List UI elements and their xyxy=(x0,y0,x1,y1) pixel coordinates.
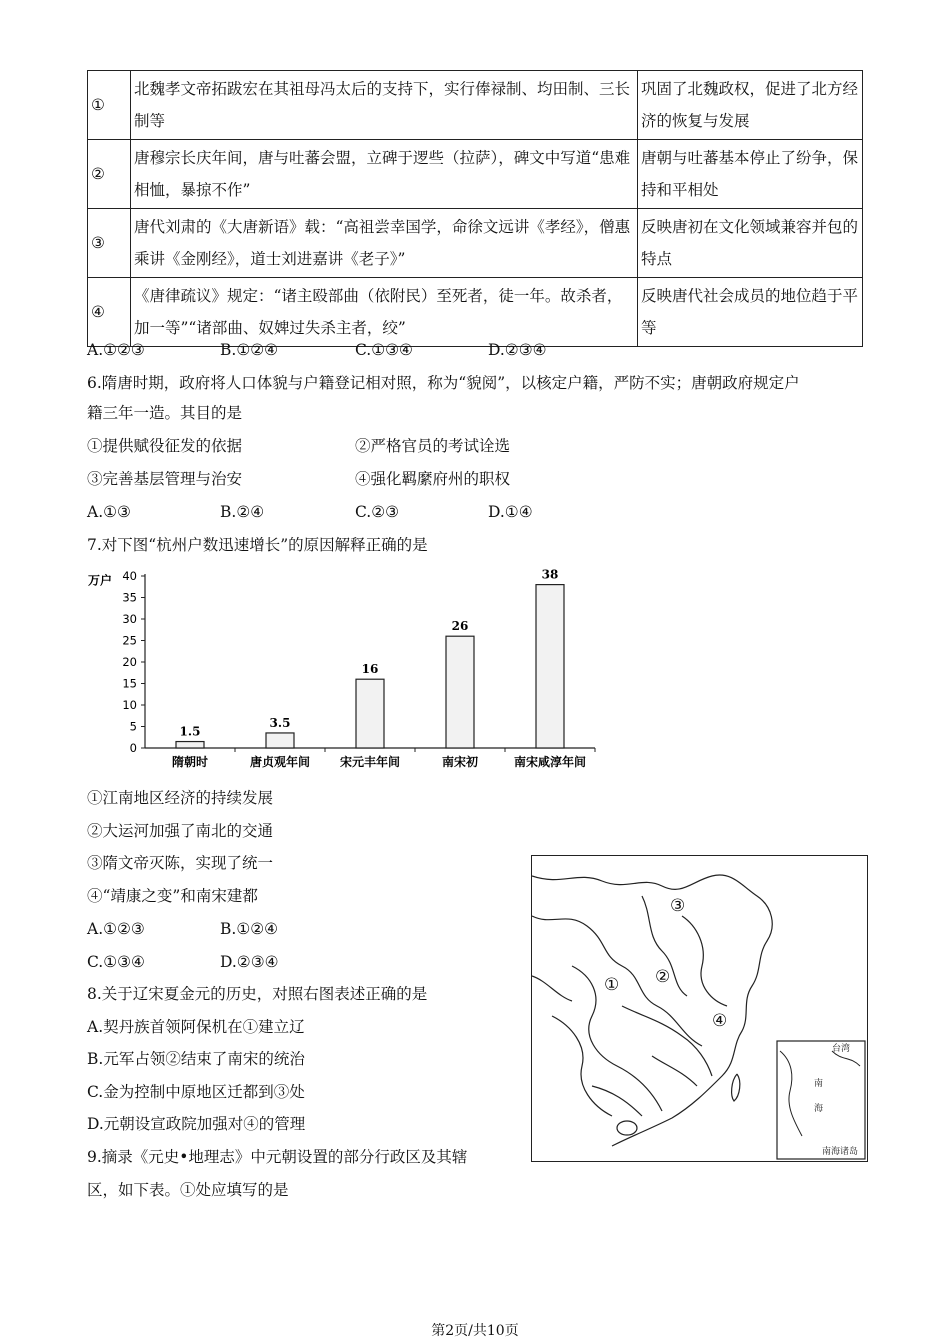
q7-item-3: ③隋文帝灭陈，实现了统一 xyxy=(87,854,274,872)
inset-label-taiwan: 台湾 xyxy=(831,1044,850,1054)
q7-option-c: C.①③④ xyxy=(87,953,145,971)
inset-label-nan: 南 xyxy=(814,1079,824,1089)
y-tick-label: 20 xyxy=(122,655,137,669)
row-evaluation: 反映唐初在文化领域兼容并包的特点 xyxy=(638,209,863,278)
x-tick-label: 隋朝时 xyxy=(171,755,209,769)
row-content: 唐代刘肃的《大唐新语》载：“高祖尝幸国学，命徐文远讲《孝经》，僧惠乘讲《金刚经》，道士刘进嘉讲《老子》” xyxy=(131,209,638,278)
x-tick-label: 南宋初 xyxy=(441,755,479,769)
south-sea-inset xyxy=(777,1041,865,1159)
bar-value-label: 1.5 xyxy=(179,724,201,739)
y-tick-label: 35 xyxy=(122,590,137,605)
inset-label-islands: 南海诸岛 xyxy=(822,1147,859,1157)
q6-option-b: B.②④ xyxy=(220,503,265,521)
q5-option-b: B.①②④ xyxy=(220,341,279,359)
x-tick-label: 唐贞观年间 xyxy=(249,755,311,769)
row-number: ① xyxy=(88,71,131,140)
map-marker-1: ① xyxy=(604,975,620,995)
row-number: ③ xyxy=(88,209,131,278)
row-number: ④ xyxy=(88,278,131,347)
bar-value-label: 3.5 xyxy=(269,715,291,730)
q5-option-a: A.①②③ xyxy=(87,341,145,359)
q6-option-c: C.②③ xyxy=(355,503,400,521)
q7-option-a: A.①②③ xyxy=(87,920,145,938)
q8-option-a: A.契丹族首领阿保机在①建立辽 xyxy=(87,1018,305,1036)
row-evaluation: 唐朝与吐蕃基本停止了纷争，保持和平相处 xyxy=(638,140,863,209)
q6-item-2: ②严格官员的考试诠选 xyxy=(355,437,511,455)
row-content: 唐穆宗长庆年间，唐与吐蕃会盟，立碑于逻些（拉萨），碑文中写道“患难相恤，暴掠不作” xyxy=(131,140,638,209)
x-tick-label: 宋元丰年间 xyxy=(339,755,401,769)
q5-option-c: C.①③④ xyxy=(355,341,413,359)
q5-option-d: D.②③④ xyxy=(488,341,547,359)
q9-stem-1: 9.摘录《元史•地理志》中元朝设置的部分行政区及其辖 xyxy=(87,1148,468,1166)
china-map xyxy=(531,855,868,1162)
page-footer: 第2页/共10页 xyxy=(431,1323,519,1339)
households-bar-chart xyxy=(80,565,610,780)
row-content: 《唐律疏议》规定：“诸主殴部曲（依附民）至死者，徒一年。故杀者，加一等”“诸部曲、奴婢过失杀主者，绞” xyxy=(131,278,638,347)
y-tick-label: 10 xyxy=(122,698,137,712)
bar-value-label: 26 xyxy=(451,619,469,634)
q8-stem: 8.关于辽宋夏金元的历史，对照右图表述正确的是 xyxy=(87,985,428,1003)
table-row xyxy=(88,278,863,347)
y-tick-label: 25 xyxy=(122,633,137,648)
inset-label-hai: 海 xyxy=(814,1104,824,1114)
q7-item-1: ①江南地区经济的持续发展 xyxy=(87,789,274,807)
row-evaluation: 巩固了北魏政权，促进了北方经济的恢复与发展 xyxy=(638,71,863,140)
row-content: 北魏孝文帝拓跋宏在其祖母冯太后的支持下，实行俸禄制、均田制、三长制等 xyxy=(131,71,638,140)
table-row xyxy=(88,140,863,209)
bar-value-label: 38 xyxy=(541,567,559,582)
bar xyxy=(446,636,474,748)
q6-item-3: ③完善基层管理与治安 xyxy=(87,470,243,488)
y-tick-label: 0 xyxy=(129,741,137,755)
row-number: ② xyxy=(88,140,131,209)
y-tick-label: 5 xyxy=(129,719,137,734)
map-marker-4: ④ xyxy=(712,1011,728,1031)
q7-option-d: D.②③④ xyxy=(220,953,279,971)
q9-stem-2: 区，如下表。①处应填写的是 xyxy=(87,1181,289,1199)
q6-option-d: D.①④ xyxy=(488,503,533,521)
y-axis-label: 万户 xyxy=(88,573,113,588)
q8-option-c: C.金为控制中原地区迁都到③处 xyxy=(87,1083,305,1101)
bar xyxy=(356,679,384,748)
map-marker-3: ③ xyxy=(670,896,686,916)
q7-item-4: ④“靖康之变”和南宋建都 xyxy=(87,887,258,905)
history-table xyxy=(87,70,863,347)
q6-item-1: ①提供赋役征发的依据 xyxy=(87,437,243,455)
y-tick-label: 40 xyxy=(122,569,137,583)
bar xyxy=(176,742,204,748)
table-row xyxy=(88,209,863,278)
q6-stem-1: 6.隋唐时期，政府将人口体貌与户籍登记相对照，称为“貌阅”，以核定户籍，严防不实；唐朝政府规定户 xyxy=(87,374,800,392)
q7-option-b: B.①②④ xyxy=(220,920,279,938)
q7-stem: 7.对下图“杭州户数迅速增长”的原因解释正确的是 xyxy=(87,536,428,554)
q6-stem-2: 籍三年一造。其目的是 xyxy=(87,404,243,422)
q8-option-b: B.元军占领②结束了南宋的统治 xyxy=(87,1050,305,1068)
bar-value-label: 16 xyxy=(361,662,379,677)
y-tick-label: 15 xyxy=(122,676,137,691)
q6-option-a: A.①③ xyxy=(87,503,131,521)
bar xyxy=(536,585,564,748)
x-tick-label: 南宋咸淳年间 xyxy=(513,755,587,769)
table-row xyxy=(88,71,863,140)
q8-option-d: D.元朝设宣政院加强对④的管理 xyxy=(87,1115,306,1133)
map-marker-2: ② xyxy=(655,967,671,987)
y-tick-label: 30 xyxy=(122,612,137,626)
bar xyxy=(266,733,294,748)
map-drawing xyxy=(532,856,867,1161)
row-evaluation: 反映唐代社会成员的地位趋于平等 xyxy=(638,278,863,347)
q6-item-4: ④强化羁縻府州的职权 xyxy=(355,470,511,488)
q7-item-2: ②大运河加强了南北的交通 xyxy=(87,822,274,840)
